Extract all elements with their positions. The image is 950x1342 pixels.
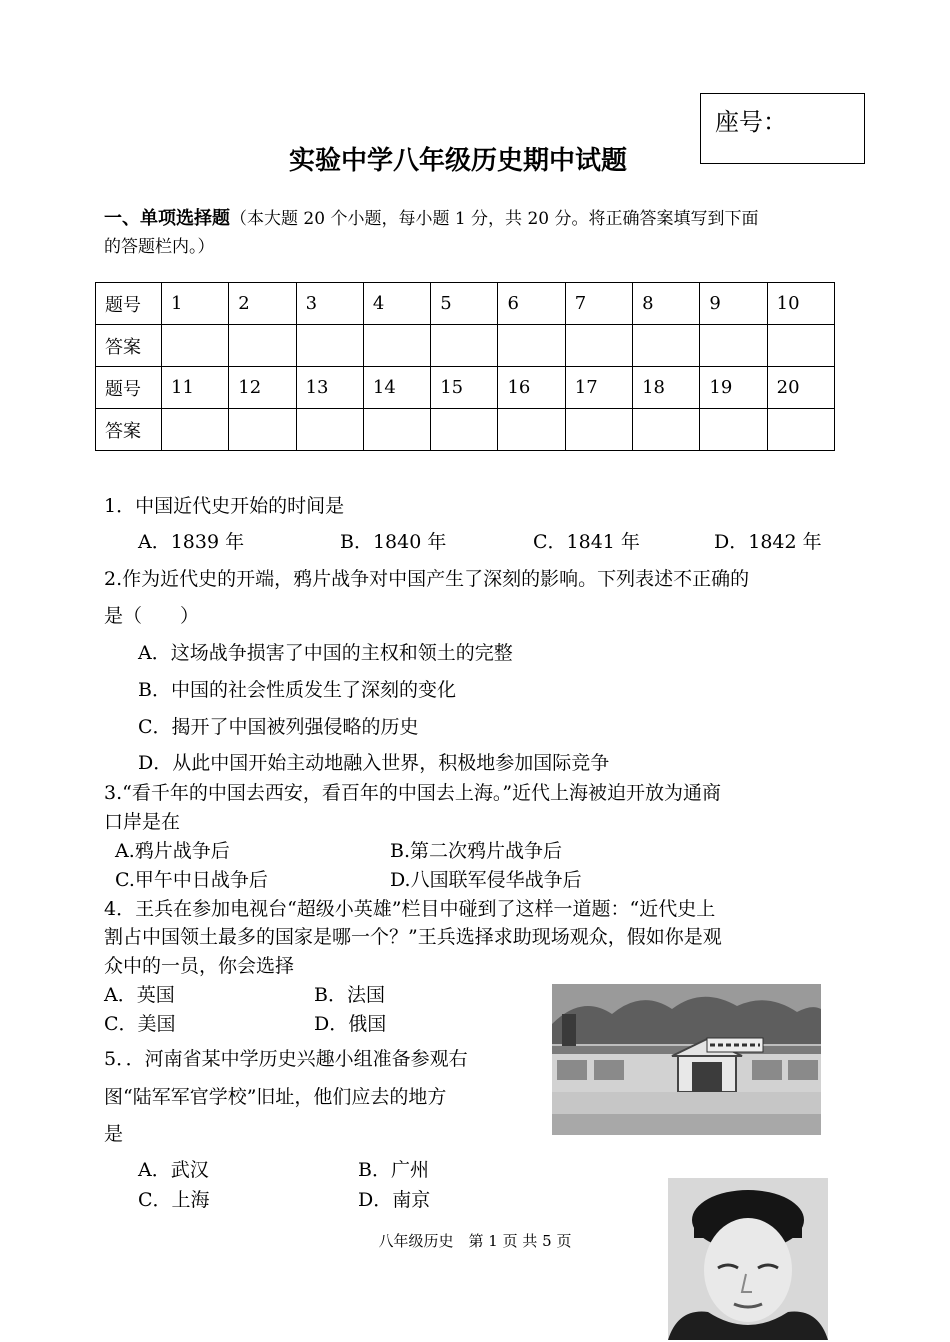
q2-option-b: B．中国的社会性质发生了深刻的变化 bbox=[138, 679, 456, 701]
q5-stem-line2: 图“陆军军官学校”旧址，他们应去的地方 bbox=[104, 1086, 447, 1108]
q1-option-d: D．1842 年 bbox=[714, 531, 822, 553]
row-label: 题号 bbox=[96, 283, 162, 325]
page-footer: 八年级历史 第 1 页 共 5 页 bbox=[378, 1232, 572, 1250]
question-number: 11 bbox=[162, 367, 229, 409]
row-label: 答案 bbox=[96, 325, 162, 367]
table-row bbox=[96, 409, 835, 451]
answer-cell[interactable] bbox=[700, 409, 767, 451]
q2-stem-line1: 2.作为近代史的开端，鸦片战争对中国产生了深刻的影响。下列表述不正确的 bbox=[104, 568, 750, 590]
answer-cell[interactable] bbox=[296, 325, 363, 367]
q3-option-a: A.鸦片战争后 bbox=[115, 840, 230, 862]
q2-stem-line2: 是（ ） bbox=[104, 605, 200, 627]
q1-option-a: A．1839 年 bbox=[138, 531, 245, 553]
answer-cell[interactable] bbox=[431, 325, 498, 367]
question-number: 16 bbox=[498, 367, 565, 409]
q2-option-d: D．从此中国开始主动地融入世界，积极地参加国际竞争 bbox=[138, 752, 610, 774]
q5-option-d: D．南京 bbox=[358, 1189, 431, 1211]
page-title: 实验中学八年级历史期中试题 bbox=[288, 146, 627, 176]
answer-cell[interactable] bbox=[498, 409, 565, 451]
answer-cell[interactable] bbox=[162, 325, 229, 367]
q4-option-d: D．俄国 bbox=[314, 1013, 387, 1035]
q3-option-b: B.第二次鸦片战争后 bbox=[390, 840, 563, 862]
q3-stem-line1: 3.“看千年的中国去西安，看百年的中国去上海。”近代上海被迫开放为通商 bbox=[104, 782, 722, 804]
question-number: 15 bbox=[431, 367, 498, 409]
answer-cell[interactable] bbox=[363, 409, 430, 451]
question-number: 9 bbox=[700, 283, 767, 325]
question-number: 3 bbox=[296, 283, 363, 325]
row-label: 答案 bbox=[96, 409, 162, 451]
section-note: （本大题 20 个小题，每小题 1 分，共 20 分。将正确答案填写到下面 bbox=[230, 209, 759, 229]
question-number: 17 bbox=[565, 367, 632, 409]
military-academy-photo bbox=[552, 984, 821, 1135]
section-note-cont: 的答题栏内。） bbox=[104, 237, 215, 257]
q4-stem-line3: 众中的一员，你会选择 bbox=[104, 955, 295, 977]
row-label: 题号 bbox=[96, 367, 162, 409]
q1-option-c: C．1841 年 bbox=[533, 531, 640, 553]
q4-option-c: C．美国 bbox=[104, 1013, 176, 1035]
portrait-photo bbox=[668, 1178, 828, 1340]
answer-cell[interactable] bbox=[363, 325, 430, 367]
q2-option-c: C．揭开了中国被列强侵略的历史 bbox=[138, 716, 419, 738]
question-number: 7 bbox=[565, 283, 632, 325]
question-number: 10 bbox=[767, 283, 834, 325]
answer-cell[interactable] bbox=[296, 409, 363, 451]
answer-cell[interactable] bbox=[633, 325, 700, 367]
question-number: 2 bbox=[229, 283, 296, 325]
table-row bbox=[96, 325, 835, 367]
q4-stem-line2: 割占中国领土最多的国家是哪一个？”王兵选择求助现场观众，假如你是观 bbox=[104, 926, 722, 948]
question-number: 19 bbox=[700, 367, 767, 409]
q3-option-d: D.八国联军侵华战争后 bbox=[390, 869, 582, 891]
section-heading: 一、单项选择题 bbox=[104, 208, 230, 229]
answer-cell[interactable] bbox=[767, 409, 834, 451]
table-row bbox=[96, 367, 835, 409]
answer-cell[interactable] bbox=[229, 325, 296, 367]
answer-cell[interactable] bbox=[162, 409, 229, 451]
answer-cell[interactable] bbox=[633, 409, 700, 451]
question-number: 13 bbox=[296, 367, 363, 409]
q5-option-a: A．武汉 bbox=[138, 1159, 209, 1181]
answer-cell[interactable] bbox=[431, 409, 498, 451]
q5-stem-line3: 是 bbox=[104, 1123, 124, 1145]
question-number: 18 bbox=[633, 367, 700, 409]
q4-option-a: A．英国 bbox=[104, 984, 175, 1006]
question-number: 12 bbox=[229, 367, 296, 409]
answer-cell[interactable] bbox=[498, 325, 565, 367]
q4-option-b: B．法国 bbox=[314, 984, 385, 1006]
q1-option-b: B．1840 年 bbox=[340, 531, 447, 553]
q1-stem: 1．中国近代史开始的时间是 bbox=[104, 495, 345, 517]
question-number: 4 bbox=[363, 283, 430, 325]
question-number: 5 bbox=[431, 283, 498, 325]
q5-option-c: C．上海 bbox=[138, 1189, 210, 1211]
section-heading-line bbox=[104, 205, 759, 233]
table-row bbox=[96, 283, 835, 325]
question-number: 14 bbox=[363, 367, 430, 409]
answer-cell[interactable] bbox=[700, 325, 767, 367]
q2-option-a: A．这场战争损害了中国的主权和领土的完整 bbox=[138, 642, 513, 664]
question-number: 6 bbox=[498, 283, 565, 325]
answer-cell[interactable] bbox=[565, 409, 632, 451]
question-number: 8 bbox=[633, 283, 700, 325]
q5-stem-line1: 5．．河南省某中学历史兴趣小组准备参观右 bbox=[104, 1048, 468, 1070]
q4-stem-line1: 4．王兵在参加电视台“超级小英雄”栏目中碰到了这样一道题：“近代史上 bbox=[104, 898, 716, 920]
answer-cell[interactable] bbox=[229, 409, 296, 451]
q3-option-c: C.甲午中日战争后 bbox=[115, 869, 268, 891]
seat-label: 座号： bbox=[715, 108, 787, 136]
answer-cell[interactable] bbox=[565, 325, 632, 367]
question-number: 20 bbox=[767, 367, 834, 409]
answer-cell[interactable] bbox=[767, 325, 834, 367]
question-number: 1 bbox=[162, 283, 229, 325]
q3-stem-line2: 口岸是在 bbox=[104, 811, 181, 833]
answer-table bbox=[95, 282, 835, 451]
q5-option-b: B．广州 bbox=[358, 1159, 429, 1181]
